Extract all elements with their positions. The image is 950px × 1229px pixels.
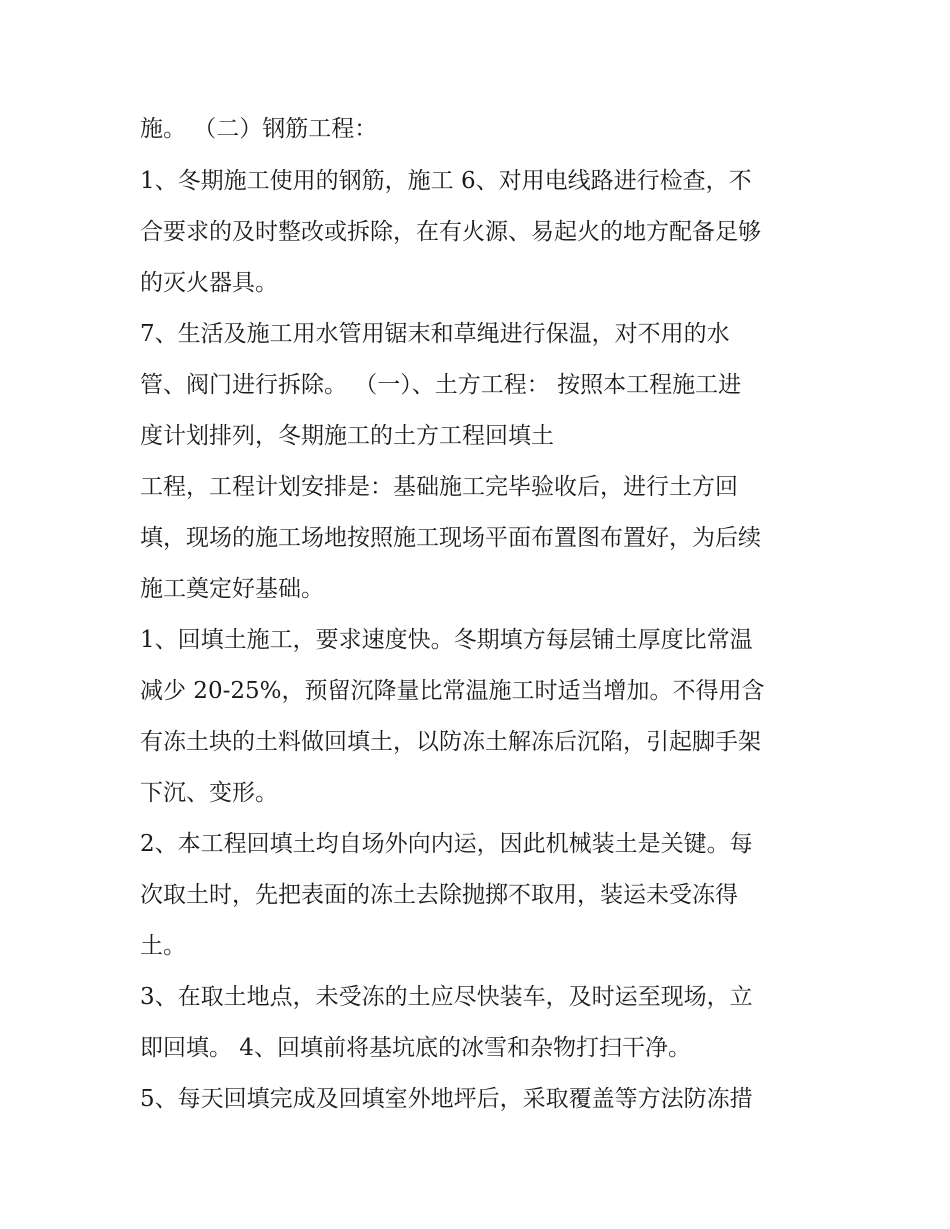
text-line: 5、每天回填完成及回填室外地坪后，采取覆盖等方法防冻措 [140,1086,753,1112]
text-line: 3、在取土地点，未受冻的土应尽快装车，及时运至现场，立 [140,984,753,1010]
text-line: 合要求的及时整改或拆除，在有火源、易起火的地方配备足够 [140,219,761,245]
text-line: 管、阀门进行拆除。 （一）、土方工程： 按照本工程施工进 [140,372,742,398]
text-line: 度计划排列，冬期施工的土方工程回填土 [140,423,554,449]
text-line: 7、生活及施工用水管用锯末和草绳进行保温，对不用的水 [140,321,730,347]
text-line: 施。 （二）钢筋工程： [140,116,378,142]
text-line: 减少 20-25%，预留沉降量比常温施工时适当增加。不得用含 [140,678,765,704]
text-line: 填，现场的施工场地按照施工现场平面布置图布置好，为后续 [140,525,761,551]
text-line: 次取土时，先把表面的冻土去除抛掷不取用，装运未受冻得 [140,882,738,908]
text-line: 下沉、变形。 [140,780,278,806]
text-line: 2、本工程回填土均自场外向内运，因此机械装土是关键。每 [140,831,753,857]
text-line: 工程，工程计划安排是：基础施工完毕验收后，进行土方回 [140,474,738,500]
text-line: 施工奠定好基础。 [140,576,324,602]
text-line: 1、冬期施工使用的钢筋，施工 6、对用电线路进行检查，不 [140,168,752,194]
text-line: 1、回填土施工，要求速度快。冬期填方每层铺土厚度比常温 [140,627,753,653]
text-line: 即回填。 4、回填前将基坑底的冰雪和杂物打扫干净。 [140,1035,691,1061]
text-line: 的灭火器具。 [140,270,278,296]
text-line: 土。 [140,933,186,959]
text-line: 有冻土块的土料做回填土，以防冻土解冻后沉陷，引起脚手架 [140,729,761,755]
